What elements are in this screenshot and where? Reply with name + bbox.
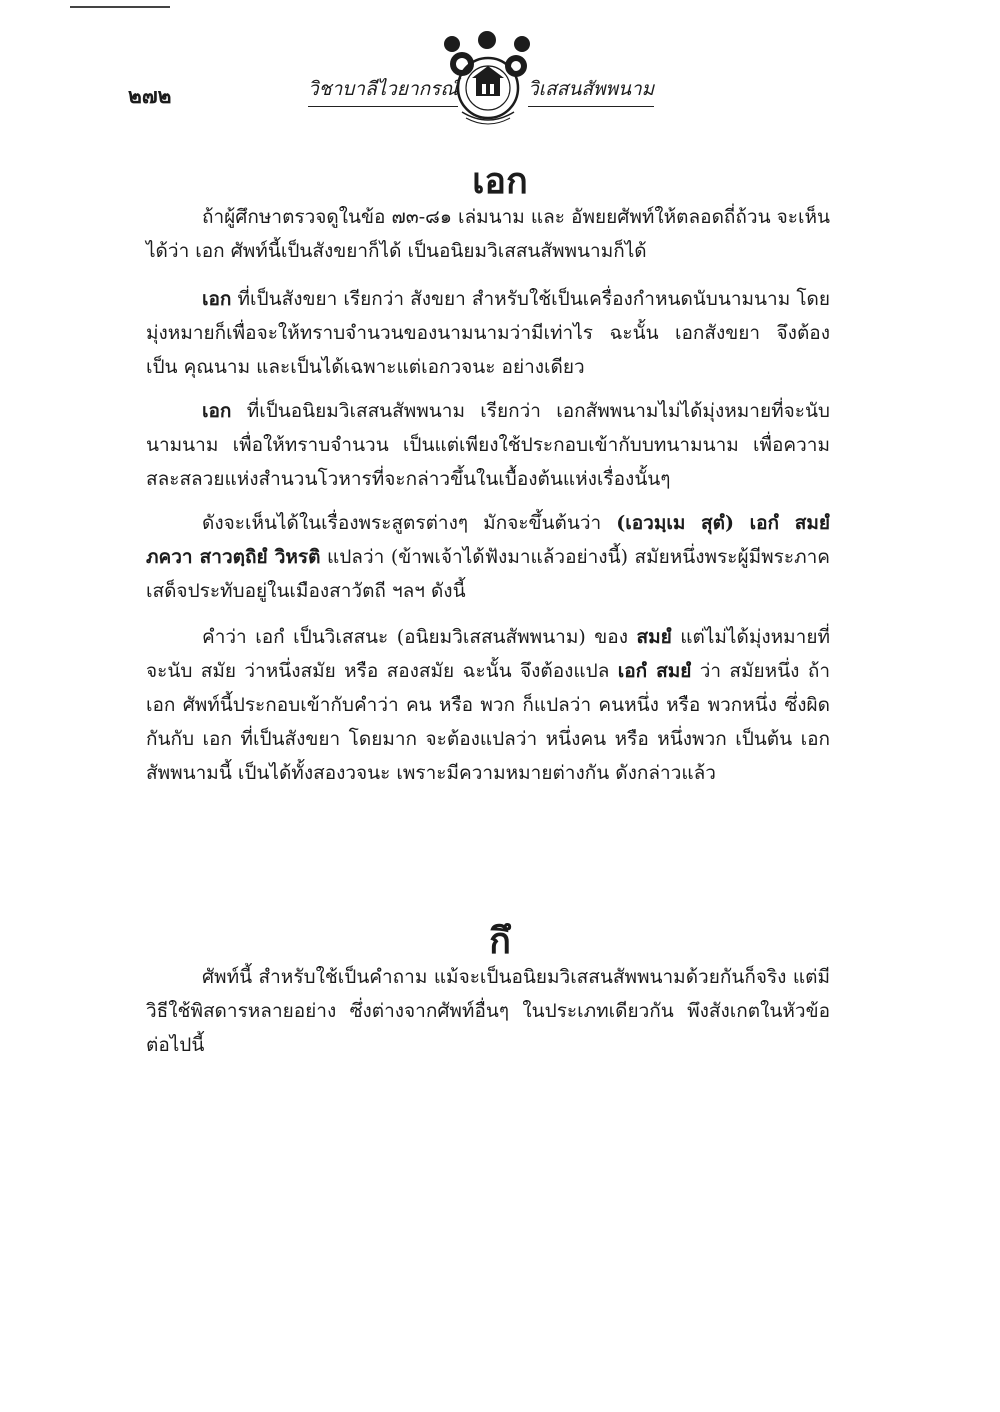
paragraph-text: แต่ไม่ได้มุ่งหมายที่จะนับ สมัย ว่าหนึ่งสมัย หรือ สองสมัย ฉะนั้น จึงต้องแปล xyxy=(146,626,830,682)
running-title-right: วิเสสนสัพพนาม xyxy=(528,74,654,107)
paragraph xyxy=(146,200,830,268)
page-header xyxy=(0,0,1000,150)
paragraph-text: แปลว่า (ข้าพเจ้าได้ฟังมาแล้วอย่างนี้) สมัยหนึ่งพระผู้มีพระภาค เสด็จประทับอยู่ในเมืองสาวัตถี ฯลฯ ดังนี้ xyxy=(146,546,830,602)
paragraph-bold-term: เอก xyxy=(202,288,232,310)
paragraph-text: ที่เป็นสังขยา เรียกว่า สังขยา สำหรับใช้เป็นเครื่องกำหนดนับนามนาม โดยมุ่งหมายก็เพื่อจะให้ทราบจำนวนของนามนามว่ามีเท่าไร ฉะนั้น เอกสังขยา จึงต้องเป็น คุณนาม และเป็นได้เฉพาะแต่เอกวจนะ อย่างเดียว xyxy=(146,288,830,378)
section-heading-ek: เอก xyxy=(472,160,528,202)
paragraph-text: ที่เป็นอนิยมวิเสสนสัพพนาม เรียกว่า เอกสัพพนามไม่ได้มุ่งหมายที่จะนับนามนาม เพื่อให้ทราบจำนวน เป็นแต่เพียงใช้ประกอบเข้ากับบทนามนาม เพื่อความสละสลวยแห่งสำนวนโวหารที่จะกล่าวขึ้นในเบื้องต้นแห่งเรื่องนั้นๆ xyxy=(146,400,830,490)
paragraph-bold-term: สมยํ xyxy=(636,626,672,648)
paragraph xyxy=(146,960,830,1062)
paragraph xyxy=(146,620,830,790)
paragraph xyxy=(146,394,830,496)
paragraph-text: ศัพท์นี้ สำหรับใช้เป็นคำถาม แม้จะเป็นอนิยมวิเสสนสัพพนามด้วยกันก็จริง แต่มีวิธีใช้พิสดารหลายอย่าง ซึ่งต่างจากศัพท์อื่นๆ ในประเภทเดียวกัน พึงสังเกตในหัวข้อต่อไปนี้ xyxy=(146,966,830,1056)
institution-emblem-icon xyxy=(432,30,542,130)
paragraph-text: ดังจะเห็นได้ในเรื่องพระสูตรต่างๆ มักจะขึ้นต้นว่า xyxy=(202,512,617,534)
paragraph-bold-term: เอกํ สมยํ xyxy=(617,660,692,682)
page-number: ๒๗๒ xyxy=(128,83,172,108)
paragraph-text: คำว่า เอกํ เป็นวิเสสนะ (อนิยมวิเสสนสัพพนาม) ของ xyxy=(202,626,637,648)
section-heading-kim: กึ xyxy=(489,920,511,962)
paragraph-text: ว่า สมัยหนึ่ง ถ้า เอก ศัพท์นี้ประกอบเข้ากับคำว่า คน หรือ พวก ก็แปลว่า คนหนึ่ง หรือ พวกหนึ่ง ซึ่งผิดกันกับ เอก ที่เป็นสังขยา โดยมาก จะต้องแปลว่า หนึ่งคน หรือ หนึ่งพวก เป็นต้น เอกสัพพนามนี้ เป็นได้ทั้งสองวจนะ เพราะมีความหมายต่างกัน ดังกล่าวแล้ว xyxy=(146,660,830,784)
paragraph xyxy=(146,506,830,608)
pali-quote: (เอวมฺเม สุตํ) เอกํ สมยํ ภควา สาวตฺถิยํ วิหรติ xyxy=(146,512,830,568)
paragraph xyxy=(146,282,830,384)
running-title-left: วิชาบาลีไวยากรณ์ xyxy=(308,74,458,107)
paragraph-bold-term: เอก xyxy=(202,400,232,422)
paragraph-text: ถ้าผู้ศึกษาตรวจดูในข้อ ๗๓-๘๑ เล่มนาม และ อัพยยศัพท์ให้ตลอดถี่ถ้วน จะเห็นได้ว่า เอก ศัพท์นี้เป็นสังขยาก็ได้ เป็นอนิยมวิเสสนสัพพนามก็ได้ xyxy=(146,206,830,262)
